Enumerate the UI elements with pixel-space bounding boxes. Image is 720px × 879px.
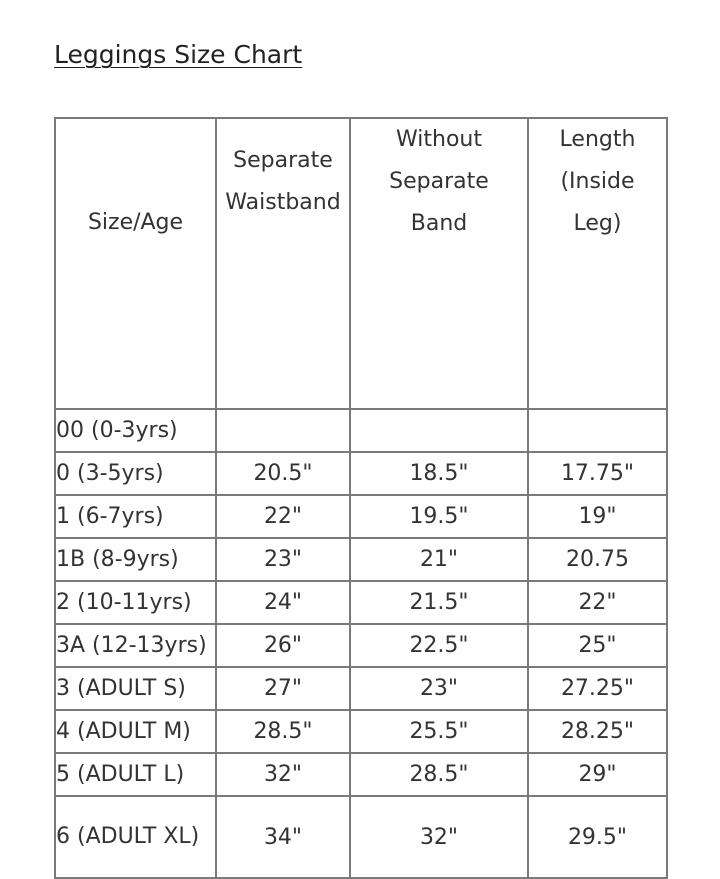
size-age-cell: 2 (10-11yrs) [55,581,216,624]
without-band-cell: 19.5" [350,495,528,538]
waistband-cell: 26" [216,624,350,667]
waistband-cell: 34" [216,796,350,878]
length-cell: 17.75" [528,452,667,495]
table-row [55,538,667,581]
size-chart-table [54,117,668,879]
waistband-cell: 27" [216,667,350,710]
without-band-cell [350,409,528,452]
length-cell: 28.25" [528,710,667,753]
without-band-cell: 32" [350,796,528,878]
size-age-cell: 5 (ADULT L) [55,753,216,796]
header-line: Leg) [573,211,622,236]
length-cell: 29" [528,753,667,796]
waistband-cell: 22" [216,495,350,538]
waistband-cell [216,409,350,452]
without-band-cell: 25.5" [350,710,528,753]
table-row [55,710,667,753]
header-line: Band [410,211,468,236]
size-age-cell: 0 (3-5yrs) [55,452,216,495]
length-cell: 19" [528,495,667,538]
header-line: Separate [233,148,333,173]
table-row [55,495,667,538]
length-cell: 20.75 [528,538,667,581]
without-band-cell: 22.5" [350,624,528,667]
table-row [55,581,667,624]
size-age-cell: 3A (12-13yrs) [55,624,216,667]
size-age-cell: 1B (8-9yrs) [55,538,216,581]
waistband-cell: 28.5" [216,710,350,753]
page-title: Leggings Size Chart [54,40,303,69]
without-band-cell: 21.5" [350,581,528,624]
header-length-inside-leg [528,118,667,409]
header-line: (Inside [560,169,635,194]
length-cell [528,409,667,452]
waistband-cell: 32" [216,753,350,796]
header-separate-waistband [216,118,350,409]
table-row [55,796,667,878]
without-band-cell: 21" [350,538,528,581]
table-row [55,624,667,667]
size-age-cell: 00 (0-3yrs) [55,409,216,452]
without-band-cell: 18.5" [350,452,528,495]
header-line: Size/Age [87,210,184,235]
size-age-cell: 4 (ADULT M) [55,710,216,753]
waistband-cell: 24" [216,581,350,624]
header-size-age [55,118,216,409]
table-row [55,409,667,452]
table-row [55,452,667,495]
header-row [55,118,667,409]
header-line: Waistband [225,190,341,215]
length-cell: 27.25" [528,667,667,710]
header-line: Without [396,127,482,152]
table-row [55,667,667,710]
header-without-separate-band [350,118,528,409]
size-age-cell: 1 (6-7yrs) [55,495,216,538]
length-cell: 22" [528,581,667,624]
waistband-cell: 23" [216,538,350,581]
waistband-cell: 20.5" [216,452,350,495]
header-line: Length [559,127,636,152]
size-age-cell: 3 (ADULT S) [55,667,216,710]
without-band-cell: 23" [350,667,528,710]
header-line: Separate [389,169,489,194]
size-age-cell: 6 (ADULT XL) [55,796,216,878]
length-cell: 29.5" [528,796,667,878]
table-row [55,753,667,796]
without-band-cell: 28.5" [350,753,528,796]
length-cell: 25" [528,624,667,667]
